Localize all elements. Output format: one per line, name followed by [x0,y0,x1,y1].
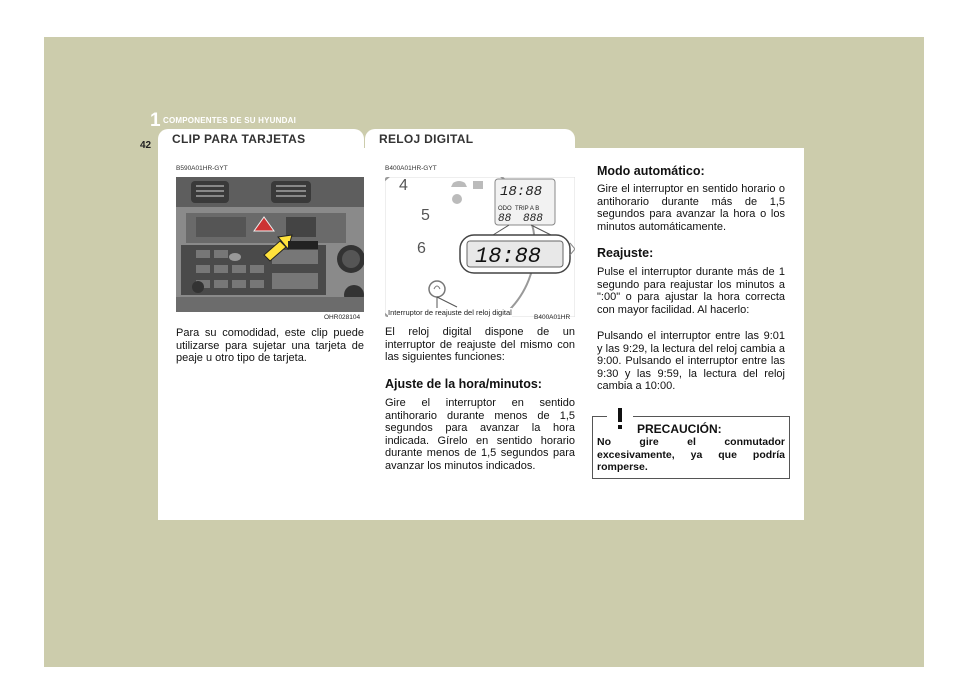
exclamation-icon [607,405,633,431]
gauge-number-5: 5 [421,207,430,224]
odo-display: 88 [498,213,512,225]
section-title-clip: CLIP PARA TARJETAS [172,132,306,146]
gauge-number-4: 4 [399,177,408,194]
reset-text-1: Pulse el interruptor durante más de 1 segundo para reajustar los minutos a ":00" o para ajustar la hora correcta con mayor facilidad. Al hacerlo: [597,266,785,316]
adjust-heading: Ajuste de la hora/minutos: [385,377,542,391]
auto-mode-text: Gire el interruptor en sentido horario o antihorario durante más de 1,5 segundos para avanzar la hora o los minutos automáticamente. [597,183,785,233]
page-number: 42 [140,140,152,151]
clip-section-code: B590A01HR-GYT [176,165,228,172]
clock-section-code: B400A01HR-GYT [385,165,437,172]
warning-title: PRECAUCIÓN: [637,422,722,436]
warning-text: No gire el conmutador excesivamente, ya que podría romperse. [597,436,785,473]
chapter-title: COMPONENTES DE SU HYUNDAI [163,116,297,125]
clock-image-code: B400A01HR [534,314,571,321]
large-clock-display: 18:88 [475,244,542,269]
small-clock-display: 18:88 [500,184,543,200]
reset-text-2: Pulsando el interruptor entre las 9:01 y las 9:29, la lectura del reloj cambia a 9:00. Pulsando el interruptor entre las 9:30 y las 9:59, la lectura del reloj cambia a 10:00. [597,330,785,392]
clock-intro: El reloj digital dispone de un interruptor de reajuste del mismo con las siguientes funciones: [385,326,575,363]
clip-paragraph: Para su comodidad, este clip puede utilizarse para sujetar una tarjeta de peaje u otro tipo de tarjeta. [176,327,364,364]
warning-box [592,416,790,479]
clock-image-caption: Interruptor de reajuste del reloj digital [388,308,512,317]
odo-label: ODO [498,206,512,212]
reset-switch [429,281,445,297]
chapter-number: 1 [150,110,161,131]
auto-mode-heading: Modo automático: [597,164,705,178]
trip-display: 888 [523,213,543,225]
clip-image-code: OHR028104 [324,314,361,321]
reset-heading: Reajuste: [597,246,654,260]
section-tab-clip [158,129,364,148]
section-title-clock: RELOJ DIGITAL [379,132,474,146]
clip-photo [176,177,364,312]
gauge-number-6: 6 [417,240,426,257]
section-tab-clock [365,129,575,148]
trip-label: TRIP A B [515,206,540,212]
adjust-text: Gire el interruptor en sentido antihorario durante menos de 1,5 segundos para avanzar la hora indicada. Gírelo en sentido horario durante menos de 1,5 segundos para avanzar los minutos indicados. [385,397,575,472]
clock-illustration [385,177,575,317]
